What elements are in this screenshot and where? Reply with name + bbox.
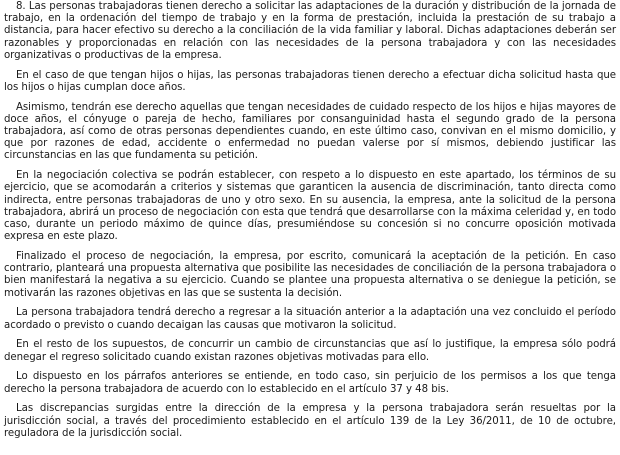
paragraph-collective-negotiation: En la negociación colectiva se podrán establecer, con respeto a lo dispuesto en este apartado, los términos de su ejercicio, que se acomodarán a criterios y sistemas que garanticen la ausencia de discriminación, tanto directa como indirecta, entre personas trabajadoras de uno y otro sexo. En su ausencia, la empresa, ante la solicitud de la persona trabajadora, abrirá un proceso de negociación con esta que tendrá que desarrollarse con la máxima celeridad y, en todo caso, durante un periodo máximo de quince días, presumiéndose su concesión si no concurre oposición motivada expresa en este plazo.: [4, 170, 616, 243]
document-body: [4, 1, 616, 440]
paragraph-negotiation-outcome: Finalizado el proceso de negociación, la empresa, por escrito, comunicará la aceptación de la petición. En caso contrario, planteará una propuesta alternativa que posibilite las necesidades de conciliación de la persona trabajadora o bien manifestará la negativa a su ejercicio. Cuando se plantee una propuesta alternativa o se deniegue la petición, se motivarán las razones objetivas en las que se sustenta la decisión.: [4, 251, 616, 299]
paragraph-8-adaptations: 8. Las personas trabajadoras tienen derecho a solicitar las adaptaciones de la duración y distribución de la jornada de trabajo, en la ordenación del tiempo de trabajo y en la forma de prestación, incluida la prestación de su trabajo a distancia, para hacer efectivo su derecho a la conciliación de la vida familiar y laboral. Dichas adaptaciones deberán ser razonables y proporcionadas en relación con las necesidades de la persona trabajadora y con las necesidades organizativas o productivas de la empresa.: [4, 1, 616, 61]
paragraph-other-cases: En el resto de los supuestos, de concurrir un cambio de circunstancias que así lo justifique, la empresa sólo podrá denegar el regreso solicitado cuando existan razones objetivas motivadas para ello.: [4, 339, 616, 363]
paragraph-disputes: Las discrepancias surgidas entre la dirección de la empresa y la persona trabajadora serán resueltas por la jurisdicción social, a través del procedimiento establecido en el artículo 139 de la Ley 36/2011, de 10 de octubre, reguladora de la jurisdicción social.: [4, 403, 616, 439]
paragraph-dependents: Asimismo, tendrán ese derecho aquellas que tengan necesidades de cuidado respecto de los hijos e hijas mayores de doce años, el cónyuge o pareja de hecho, familiares por consanguinidad hasta el segundo grado de la persona trabajadora, así como de otras personas dependientes cuando, en este último caso, convivan en el mismo domicilio, y que por razones de edad, accidente o enfermedad no puedan valerse por sí mismos, debiendo justificar las circunstancias en las que fundamenta su petición.: [4, 101, 616, 162]
paragraph-children-age: En el caso de que tengan hijos o hijas, las personas trabajadoras tienen derecho a efectuar dicha solicitud hasta que los hijos o hijas cumplan doce años.: [4, 69, 616, 93]
paragraph-permits: Lo dispuesto en los párrafos anteriores se entiende, en todo caso, sin perjuicio de los permisos a los que tenga derecho la persona trabajadora de acuerdo con lo establecido en el artículo 37 y 48 bis.: [4, 371, 616, 395]
paragraph-return-right: La persona trabajadora tendrá derecho a regresar a la situación anterior a la adaptación una vez concluido el período acordado o previsto o cuando decaigan las causas que motivaron la solicitud.: [4, 307, 616, 331]
